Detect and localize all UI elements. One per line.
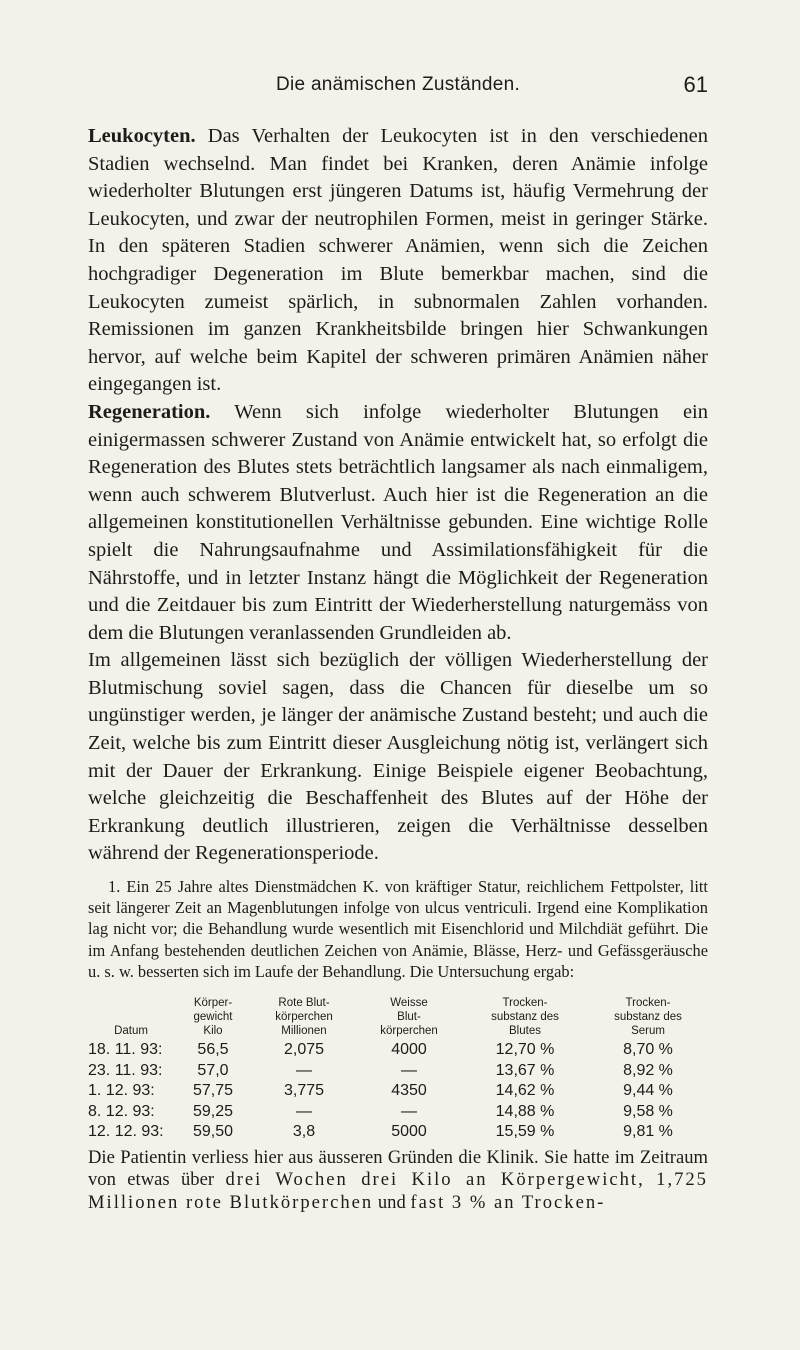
table-cell: 4000 xyxy=(391,1041,427,1059)
table-row xyxy=(88,1061,708,1082)
paragraph-text: Wenn sich infolge wiederholter Blutungen ein einigermassen schwerer Zustand von Anämie entwickelt hat, so erfolgt die Regeneration des Blutes stets beträchtlich langsamer als nach einmaligem, wenn auch schwerem Blutverlust. Auch hier ist die Regeneration an die allgemeinen konstitutionellen Verhältnisse gebunden. Eine wichtige Rolle spielt die Nahrungsaufnahme und Assimilationsfähigkeit für die Nährstoffe, und in letzter Instanz hängt die Möglichkeit der Regeneration und die Zeitdauer bis zum Eintritt der Wiederherstellung naturgemäss von dem die Blutungen veranlassenden Grundleiden ab. xyxy=(88,400,708,644)
paragraph-lead: Leukocyten. xyxy=(88,125,196,147)
table-cell: — xyxy=(401,1061,417,1079)
table-cell: 56,5 xyxy=(197,1041,229,1059)
table-cell: 3,8 xyxy=(292,1123,316,1141)
paragraph-wiederherstellung xyxy=(88,647,708,868)
emphasized-text: drei Wochen drei Kilo an Körpergewicht, xyxy=(225,1169,645,1191)
page-header xyxy=(88,74,708,104)
paragraph-text: und xyxy=(373,1191,411,1213)
column-header-datum: Datum xyxy=(114,1025,148,1038)
table-cell: 4350 xyxy=(391,1082,427,1100)
table-cell: 8,92 % xyxy=(623,1061,673,1079)
paragraph-lead: Regeneration. xyxy=(88,400,211,423)
table-cell: 3,775 xyxy=(283,1082,325,1100)
table-cell: — xyxy=(296,1061,312,1079)
table-cell: 14,88 % xyxy=(495,1102,555,1120)
table-cell: 2,075 xyxy=(283,1041,325,1059)
case-report: 1. Ein 25 Jahre altes Dienstmädchen K. von kräftiger Statur, reichlichem Fettpolster, litt seit längerer Zeit an Magenblutungen infolge von ulcus ventriculi. Irgend eine Komplikation lag nicht vor; die Behandlung wurde wesentlich mit Eisenchlorid und Milchdiät geführt. Die im Anfang bestehenden deutlichen Zeichen von Anämie, Blässe, Herz- und Gefässgeräusche u. s. w. besserten sich im Laufe der Behandlung. Die Untersuchung ergab: xyxy=(88,877,708,981)
table-cell: 8,70 % xyxy=(623,1041,673,1059)
emphasized-text: fast 3 % an Trocken- xyxy=(410,1191,606,1213)
body-text xyxy=(88,123,708,1214)
column-header-rote-blutkoerperchen: Rote Blut- körperchen Millionen xyxy=(275,997,333,1038)
running-title: Die anämischen Zuständen. xyxy=(275,74,521,95)
column-header-trockensubstanz-blut: Trocken- substanz des Blutes xyxy=(491,997,559,1038)
table-header-row xyxy=(88,996,708,1040)
table-cell: 9,44 % xyxy=(623,1082,673,1100)
paragraph-text: Im allgemeinen lässt sich bezüglich der völligen Wiederherstellung der Blutmischung soviel sagen, dass die Chancen für dieselbe um so ungünstiger werden, je länger der anämische Zustand besteht; und auch die Zeit, welche bis zum Eintritt dieser Ausgleichung nötig ist, verlängert sich mit der Dauer der Erkrankung. Einige Beispiele eigener Beobachtung, welche gleichzeitig die Beschaffenheit des Blutes auf der Höhe der Erkrankung deutlich illustrieren, zeigen die Verhältnisse desselben während der Regenerationsperiode. xyxy=(88,649,708,865)
table-cell: 57,75 xyxy=(192,1082,234,1100)
paragraph-text: Die Patientin verliess hier aus äusseren Gründen die Klinik. Sie hatte im Zeitraum von etwas über xyxy=(88,1146,708,1191)
table-cell: — xyxy=(401,1102,417,1120)
table-row xyxy=(88,1081,708,1102)
table-cell: 59,25 xyxy=(192,1102,234,1120)
page-number: 61 xyxy=(683,72,708,97)
table-cell: 9,58 % xyxy=(623,1102,673,1120)
table-cell: 57,0 xyxy=(197,1061,229,1079)
table-cell: 12,70 % xyxy=(495,1041,555,1059)
table-cell: 59,50 xyxy=(192,1123,234,1141)
table-cell: 15,59 % xyxy=(495,1123,555,1141)
table-cell: — xyxy=(296,1102,312,1120)
column-header-weisse-blutkoerperchen: Weisse Blut- körperchen xyxy=(380,997,438,1038)
table-cell: 13,67 % xyxy=(495,1061,555,1079)
table-cell: 5000 xyxy=(391,1123,427,1141)
paragraph-text: Das Verhalten der Leukocyten ist in den verschiedenen Stadien wechselnd. Man findet bei Kranken, deren Anämie infolge wiederholter Blutungen erst jüngeren Datums ist, häufig Vermehrung der Leukocyten, und zwar der neutrophilen Formen, meist in geringer Stärke. In den späteren Stadien schwerer Anämien, wenn sich die Zeichen hochgradiger Degeneration im Blute bemerkbar machen, sind die Leukocyten zumeist spärlich, in subnormalen Zahlen vorhanden. Remissionen im ganzen Krankheitsbilde bringen hier Schwankungen hervor, auf welche beim Kapitel der schweren primären Anämien näher eingegangen ist. xyxy=(88,125,708,396)
paragraph-leukocyten xyxy=(88,123,708,399)
table-cell: 1. 12. 93: xyxy=(88,1082,155,1100)
table-cell: 9,81 % xyxy=(623,1123,673,1141)
table-cell: 8. 12. 93: xyxy=(88,1102,155,1120)
table-cell: 18. 11. 93: xyxy=(88,1041,163,1059)
table-row xyxy=(88,1122,708,1143)
table-cell: 23. 11. 93: xyxy=(88,1061,163,1079)
table-cell: 14,62 % xyxy=(495,1082,555,1100)
emphasized-text: 1,725 Millionen rote Blutkörperchen xyxy=(88,1169,708,1213)
table-cell: 12. 12. 93: xyxy=(88,1123,164,1141)
paragraph-text xyxy=(645,1169,656,1190)
blood-data-table xyxy=(88,996,708,1143)
table-row xyxy=(88,1102,708,1123)
column-header-koerpergewicht: Körper- gewicht Kilo xyxy=(193,997,233,1038)
paragraph-regeneration xyxy=(88,399,708,647)
post-table-paragraph xyxy=(88,1147,708,1215)
table-row xyxy=(88,1040,708,1061)
column-header-trockensubstanz-serum: Trocken- substanz des Serum xyxy=(614,997,682,1038)
